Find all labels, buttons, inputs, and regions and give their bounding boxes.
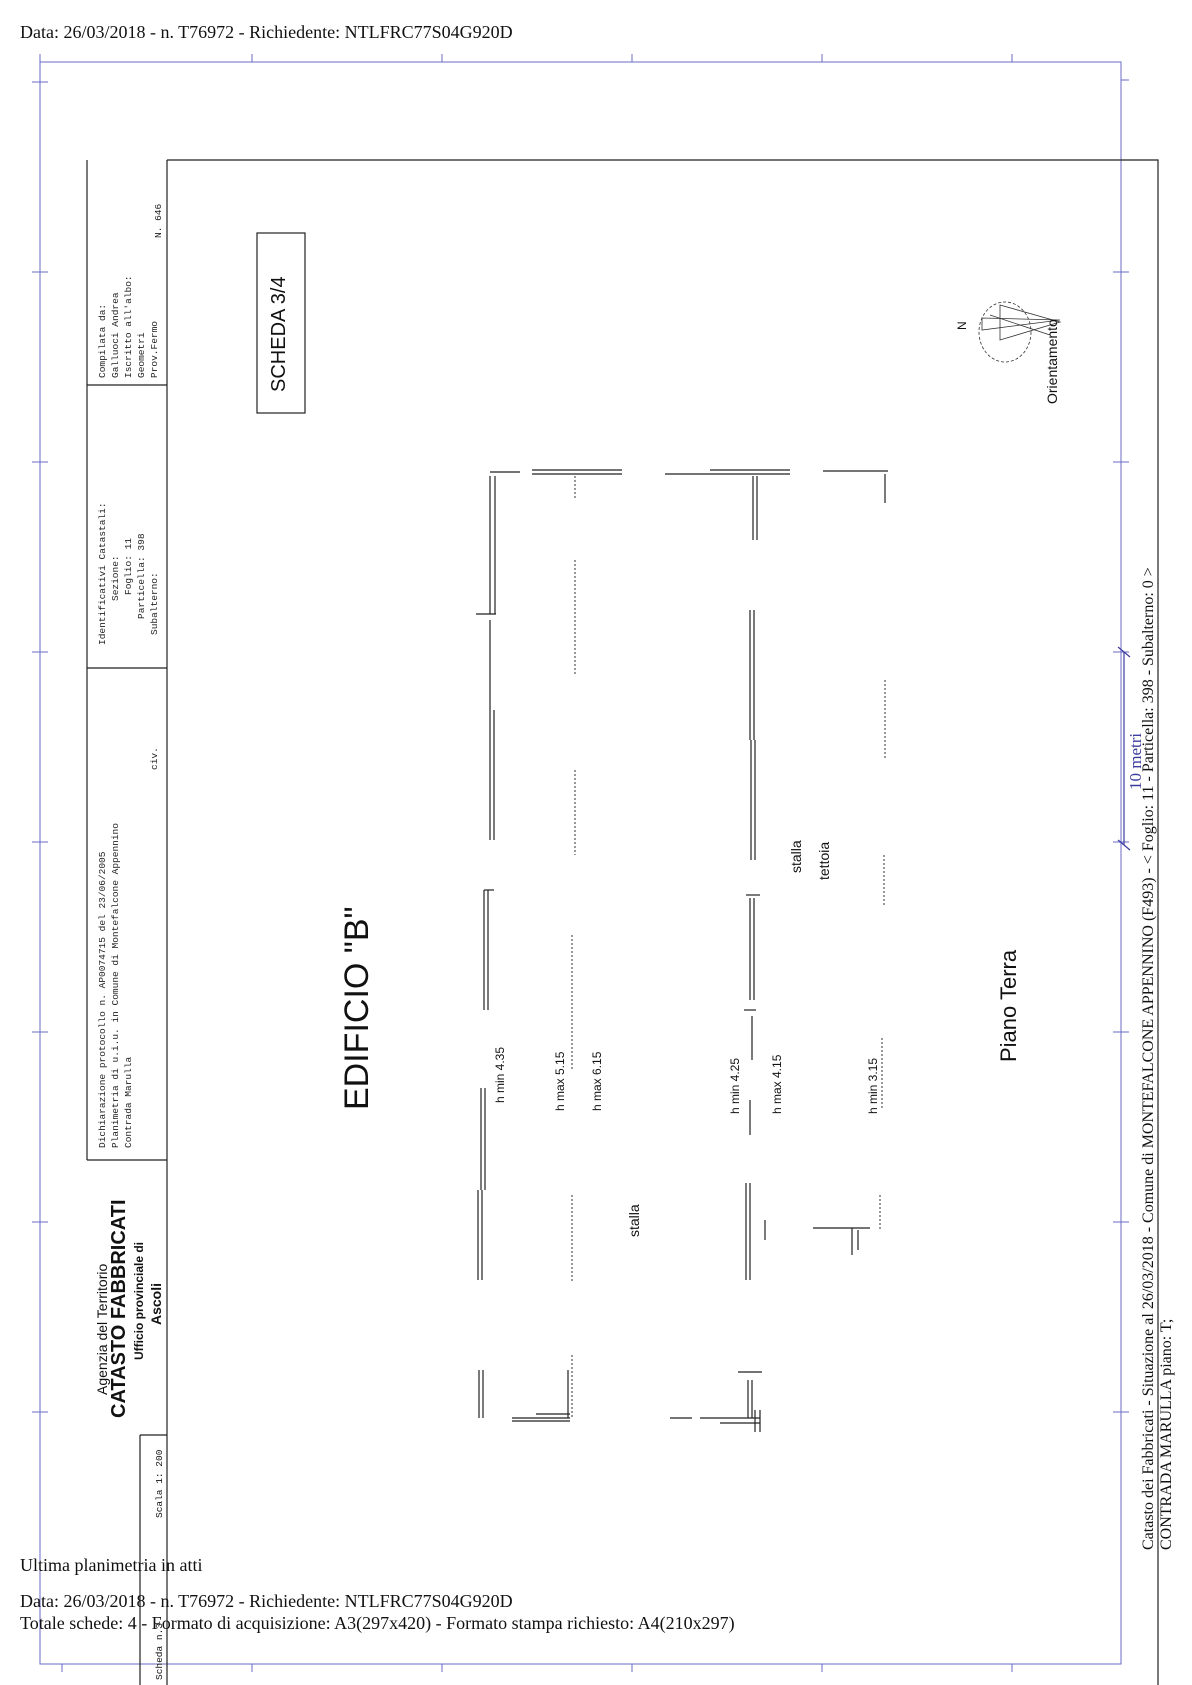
footer-request-line: Data: 26/03/2018 - n. T76972 - Richiedente: NTLFRC77S04G920D xyxy=(20,1591,513,1611)
footer-format-line: Totale schede: 4 - Formato di acquisizione: A3(297x420) - Formato stampa richiesto: A4(210x297) xyxy=(20,1613,735,1633)
compilata-block xyxy=(96,275,161,378)
orientamento-label: Orientamento xyxy=(1044,319,1060,404)
scale-bar-label: 10 metri xyxy=(1126,732,1145,790)
compilata-label: Compilata da: xyxy=(97,303,108,378)
north-indicator: N xyxy=(955,321,969,330)
height-label: h min 3.15 xyxy=(866,1057,880,1114)
scheda-number: Scheda n.3 xyxy=(154,1622,165,1680)
edificio-title: EDIFICIO "B" xyxy=(338,906,376,1110)
ultima-planimetria: Ultima planimetria in atti xyxy=(20,1555,203,1575)
height-label: h min 4.35 xyxy=(493,1046,507,1103)
height-label: h max 5.15 xyxy=(553,1051,567,1111)
identificativi-title: Identificativi Catastali: xyxy=(97,502,108,645)
foglio-line: Foglio: 11 xyxy=(123,537,134,595)
side-catasto-line1: Catasto dei Fabbricati - Situazione al 26/03/2018 - Comune di MONTEFALCONE APPENNINO (F493) - < Foglio: 11 - Particella: 398 - Subalterno: 0 > xyxy=(1140,567,1157,1550)
scale-label: Scala 1: 200 xyxy=(154,1449,165,1518)
room-stalla-main: stalla xyxy=(626,1204,642,1237)
prov-name: Prov.Fermo xyxy=(149,320,160,378)
subalterno-line: Subalterno: xyxy=(149,572,160,635)
agency-name: Agenzia del Territorio xyxy=(94,1263,110,1395)
provincia-name: Ascoli xyxy=(148,1282,164,1325)
side-catasto-text xyxy=(1140,567,1176,1550)
dichiarazione-line: Dichiarazione protocollo n. AP0074715 del 23/06/2005 xyxy=(97,851,108,1148)
sezione-line: Sezione: xyxy=(110,555,121,601)
civ-label: civ. xyxy=(149,747,160,770)
particella-line: Particella: 398 xyxy=(136,533,147,619)
height-label: h max 4.15 xyxy=(770,1054,784,1114)
scheda-label: SCHEDA 3/4 xyxy=(268,276,290,392)
compilatore-name: Galluoci Andrea xyxy=(110,292,121,378)
iscritto-label: Iscritto all'albo: xyxy=(123,275,134,378)
iscrizione-numero: N. 646 xyxy=(153,203,164,238)
piano-label: Piano Terra xyxy=(996,949,1021,1062)
contrada-line: Contrada Marulla xyxy=(123,1056,134,1148)
catasto-title: CATASTO FABBRICATI xyxy=(108,1199,130,1418)
header-request-line: Data: 26/03/2018 - n. T76972 - Richiedente: NTLFRC77S04G920D xyxy=(20,22,513,42)
albo-name: Geometri xyxy=(136,332,147,378)
height-label: h min 4.25 xyxy=(728,1057,742,1114)
room-stalla-small: stalla xyxy=(788,840,804,873)
identificativi-block xyxy=(96,502,161,645)
height-label: h max 6.15 xyxy=(590,1051,604,1111)
ufficio-label: Ufficio provinciale di xyxy=(132,1241,146,1360)
room-tettoia: tettoia xyxy=(816,841,832,880)
planimetria-line: Planimetria di u.i.u. in Comune di Montefalcone Appennino xyxy=(110,823,121,1148)
side-catasto-line2: CONTRADA MARULLA piano: T; xyxy=(1158,1318,1175,1550)
dichiarazione-block xyxy=(96,823,135,1148)
